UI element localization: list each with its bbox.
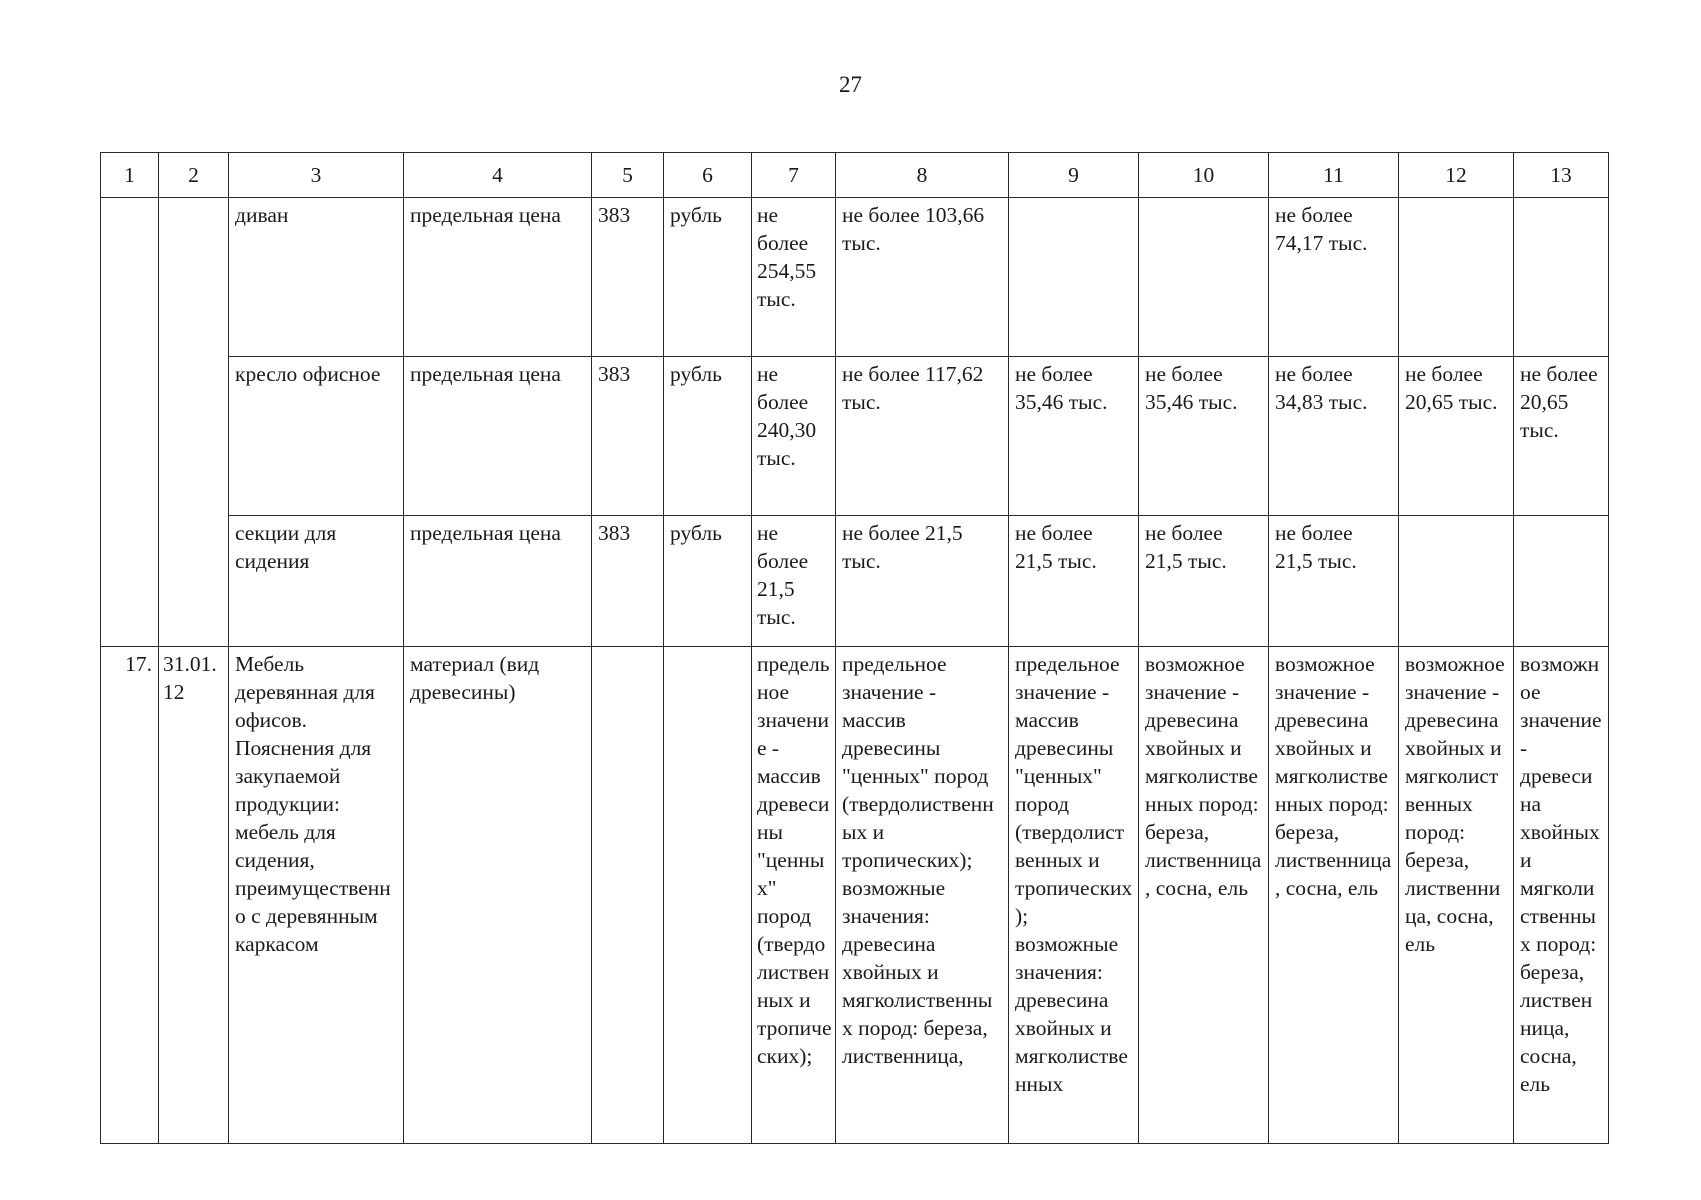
value-cell [1139,198,1269,357]
value-cell: возможное значение - древесина хвойных и мягколиственных пород: береза, лиственница, сосна, ель [1514,647,1609,1144]
unit-name-cell: рубль [664,357,752,516]
header-cell: 2 [159,153,229,198]
unit-name-cell [664,647,752,1144]
table-row [101,357,1609,516]
unit-code-cell: 383 [592,198,664,357]
header-cell: 4 [404,153,592,198]
value-cell: не более 117,62 тыс. [836,357,1009,516]
unit-name-cell: рубль [664,516,752,647]
value-cell [1399,198,1514,357]
header-cell: 8 [836,153,1009,198]
value-cell [1514,198,1609,357]
header-cell: 13 [1514,153,1609,198]
characteristic-cell: предельная цена [404,516,592,647]
product-name-cell: Мебель деревянная для офисов. Пояснения для закупаемой продукции: мебель для сидения, преимущественно с деревянным каркасом [229,647,404,1144]
value-cell: возможное значение - древесина хвойных и мягколиственных пород: береза, лиственница, сосна, ель [1399,647,1514,1144]
value-cell: не более 74,17 тыс. [1269,198,1399,357]
header-cell: 3 [229,153,404,198]
header-cell: 9 [1009,153,1139,198]
unit-code-cell: 383 [592,516,664,647]
value-cell: не более 20,65 тыс. [1399,357,1514,516]
okpd-code-cell: 31.01.12 [159,647,229,1144]
value-cell: предельное значение - массив древесины "ценных" пород (твердолиственных и тропических); [752,647,836,1144]
header-cell: 12 [1399,153,1514,198]
header-cell: 6 [664,153,752,198]
characteristic-cell: предельная цена [404,198,592,357]
value-cell: предельное значение - массив древесины "ценных" пород (твердолиственных и тропических); возможные значения: древесина хвойных и мягколиственных пород: береза, лиственница, [836,647,1009,1144]
product-name-cell: диван [229,198,404,357]
value-cell: не более 21,5 тыс. [1009,516,1139,647]
page-number: 27 [839,72,862,97]
value-cell [1399,516,1514,647]
header-cell: 1 [101,153,159,198]
row-number-cell: 17. [101,647,159,1144]
product-name-cell: кресло офисное [229,357,404,516]
value-cell: предельное значение - массив древесины "ценных" пород (твердолиственных и тропических); возможные значения: древесина хвойных и мягколиственных [1009,647,1139,1144]
row-number-cell [101,357,159,516]
value-cell: не более 35,46 тыс. [1009,357,1139,516]
value-cell: не более 34,83 тыс. [1269,357,1399,516]
row-number-cell [101,198,159,357]
value-cell: не более 254,55 тыс. [752,198,836,357]
characteristic-cell: материал (вид древесины) [404,647,592,1144]
header-row [101,153,1609,198]
unit-code-cell: 383 [592,357,664,516]
unit-name-cell: рубль [664,198,752,357]
okpd-code-cell [159,357,229,516]
row-number-cell [101,516,159,647]
value-cell: не более 240,30 тыс. [752,357,836,516]
value-cell: возможное значение - древесина хвойных и мягколиственных пород: береза, лиственница, сосна, ель [1139,647,1269,1144]
header-cell: 10 [1139,153,1269,198]
value-cell [1009,198,1139,357]
value-cell: не более 21,5 тыс. [1269,516,1399,647]
product-name-cell: секции для сидения [229,516,404,647]
header-cell: 7 [752,153,836,198]
table-row [101,198,1609,357]
value-cell: не более 21,5 тыс. [836,516,1009,647]
table-row [101,647,1609,1144]
value-cell: не более 35,46 тыс. [1139,357,1269,516]
value-cell: не более 21,5 тыс. [752,516,836,647]
table-row [101,516,1609,647]
okpd-code-cell [159,516,229,647]
header-cell: 11 [1269,153,1399,198]
characteristic-cell: предельная цена [404,357,592,516]
value-cell [1514,516,1609,647]
value-cell: возможное значение - древесина хвойных и мягколиственных пород: береза, лиственница, сосна, ель [1269,647,1399,1144]
value-cell: не более 103,66 тыс. [836,198,1009,357]
value-cell: не более 20,65 тыс. [1514,357,1609,516]
unit-code-cell [592,647,664,1144]
okpd-code-cell [159,198,229,357]
value-cell: не более 21,5 тыс. [1139,516,1269,647]
specification-table [100,152,1609,1144]
header-cell: 5 [592,153,664,198]
